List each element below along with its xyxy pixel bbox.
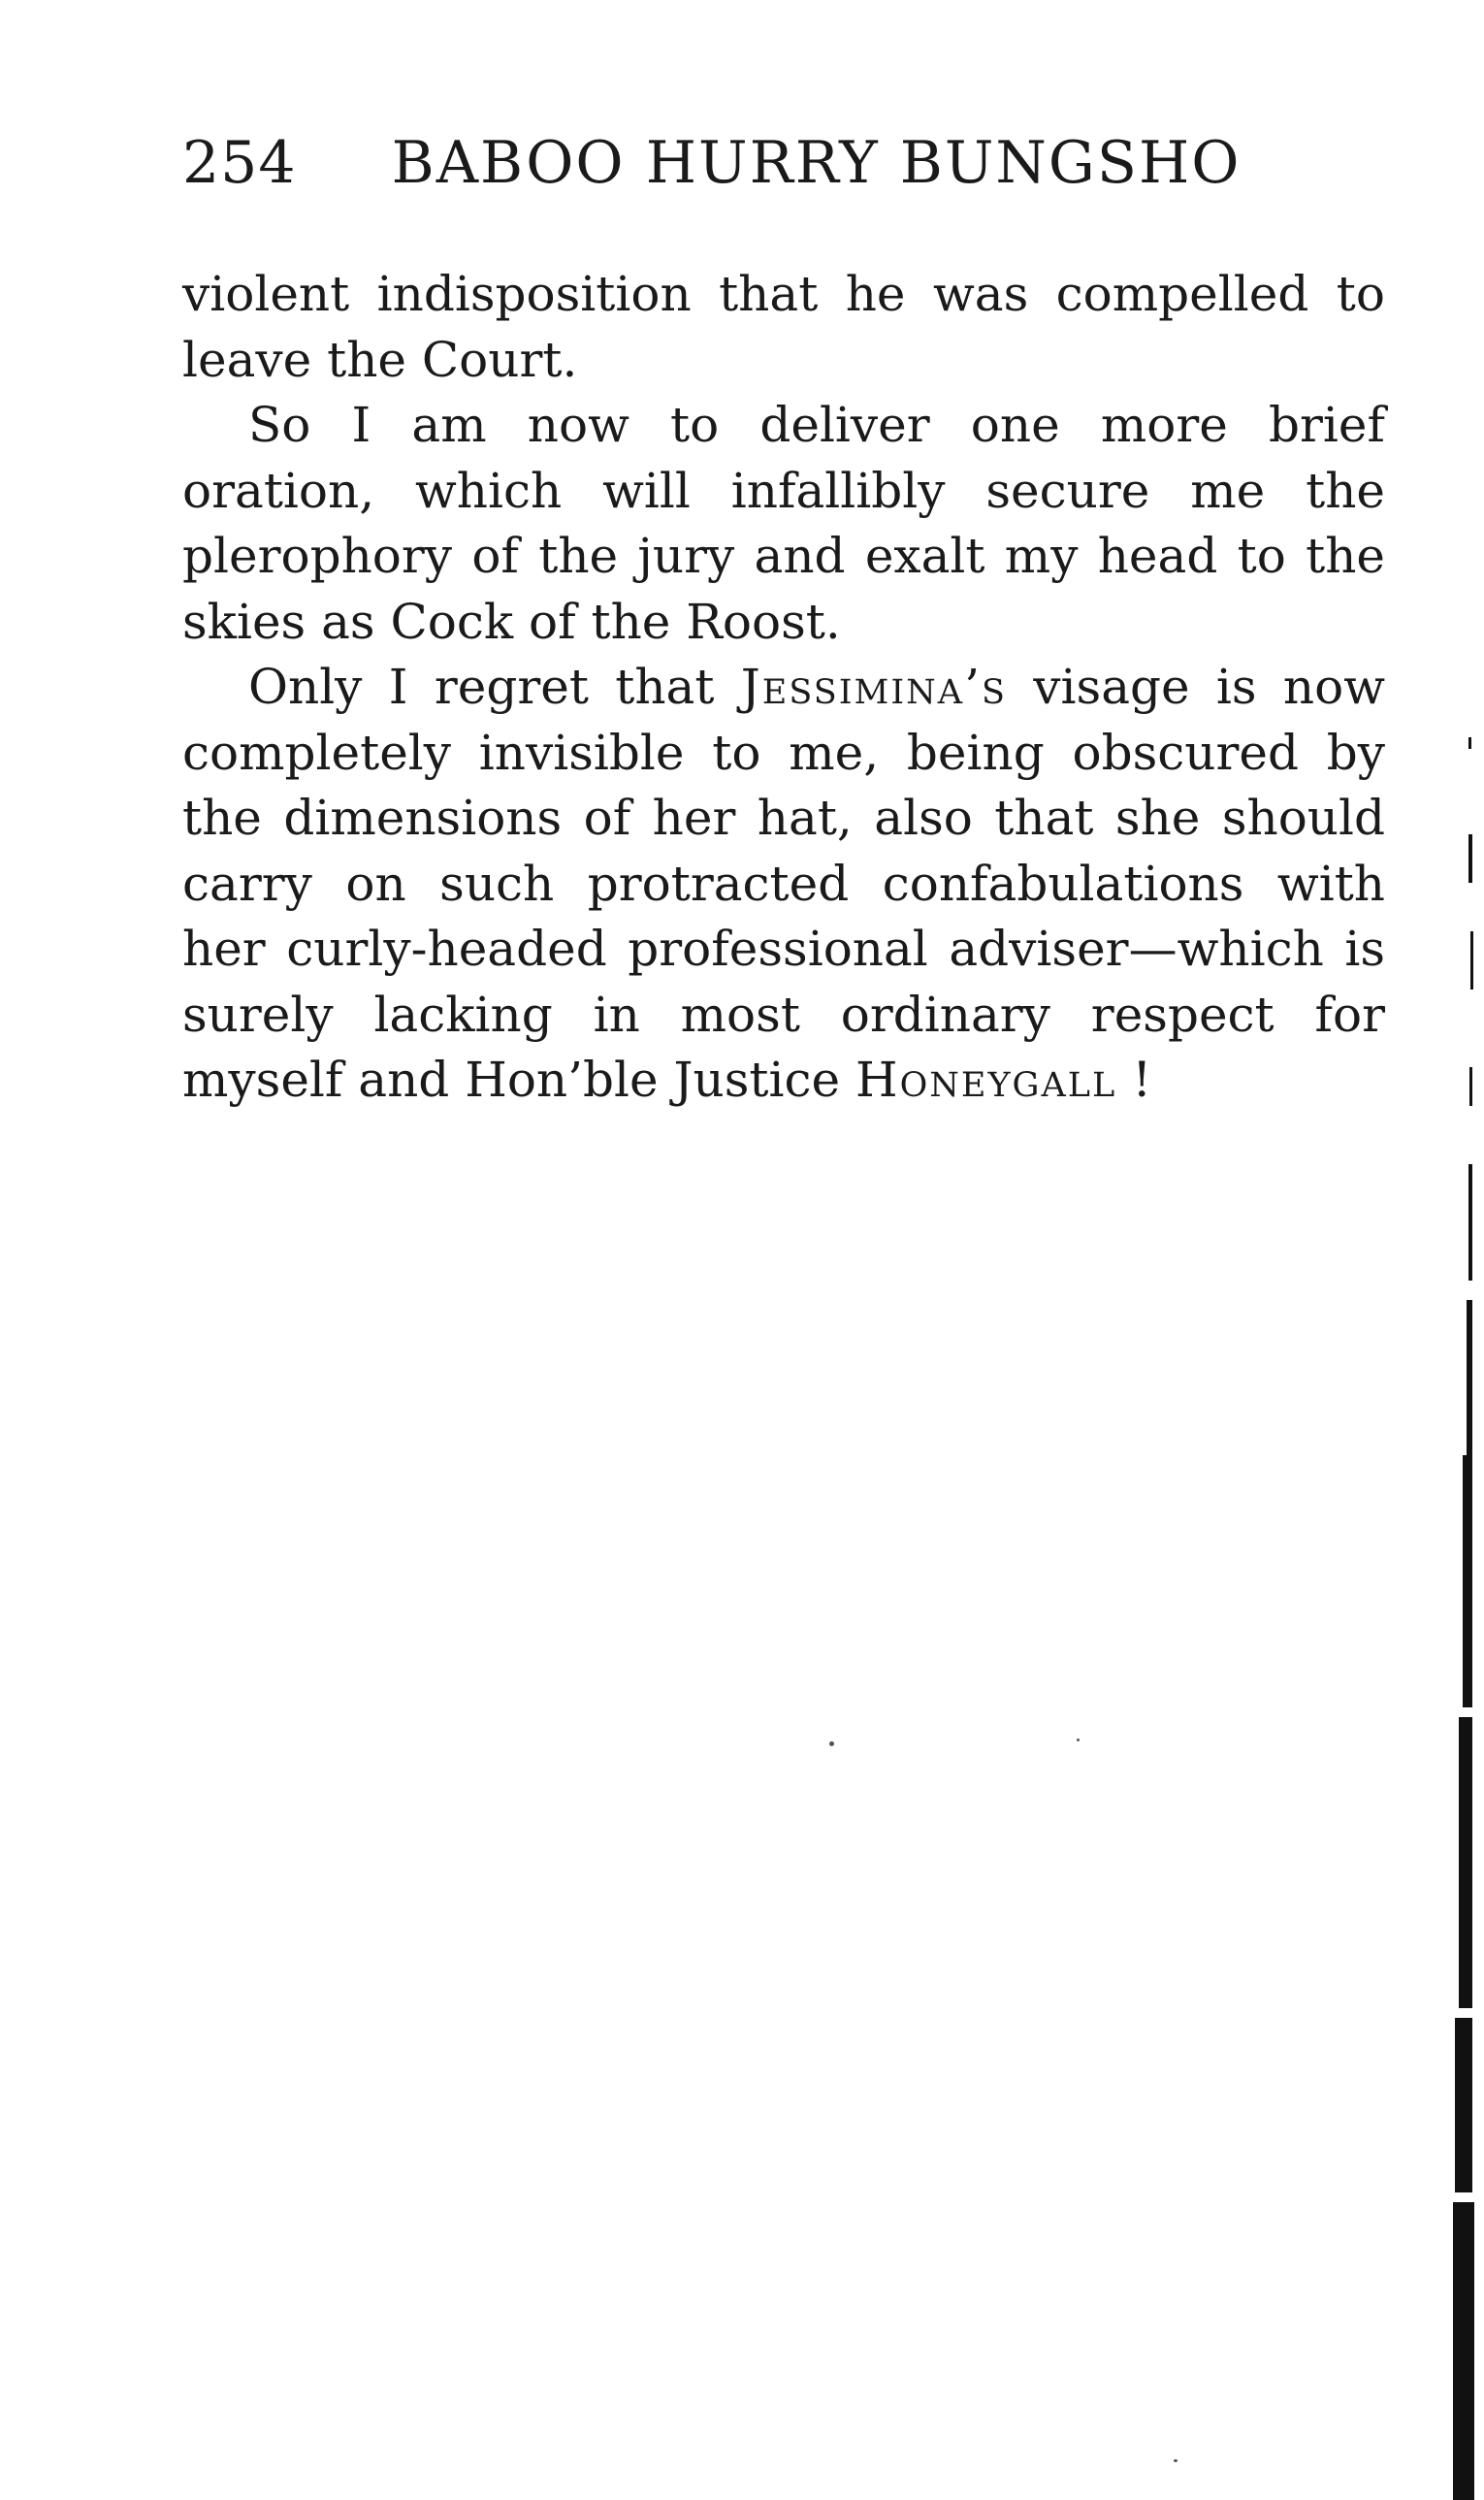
scan-edge-mark [1468, 1164, 1472, 1281]
paragraph-regret-middle: visage is now completely invisible to me, being obscured by the dimensions of her hat, also that she should carry on such protracted confabulations with her curly-headed professional adviser—which is surely lacking in most ordinary respect for myself and Hon’ble Justice [182, 659, 1385, 1108]
scan-speck [1174, 2459, 1178, 2462]
scan-edge-mark [1455, 2018, 1472, 2192]
scan-edge-mark [1470, 931, 1473, 990]
paragraph-regret [182, 655, 1385, 1114]
scan-edge-mark [1453, 2202, 1474, 2500]
scan-edge-mark [1467, 1300, 1472, 1455]
scan-edge-mark [1468, 737, 1471, 749]
name-honeygall: Honeygall [855, 1052, 1117, 1108]
running-header [182, 124, 1385, 202]
scan-speck [1077, 1738, 1080, 1741]
scan-edge-mark [1469, 1067, 1472, 1106]
paragraph-regret-start: Only I regret that [248, 659, 741, 715]
body-text [182, 262, 1385, 1114]
paragraph-oration: So I am now to deliver one more brief oration, which will infallibly secure me the plerophory of the jury and exalt my head to the skies as Cock of the Roost. [182, 397, 1385, 650]
paragraph-regret-end: ! [1132, 1052, 1152, 1108]
page-number: 254 [182, 129, 297, 197]
name-jessimina: Jessimina’s [740, 659, 1007, 715]
paragraph-continued: violent indisposition that he was compelled to leave the Court. [182, 266, 1385, 388]
scan-edge-mark [1463, 1455, 1472, 1707]
scan-speck [829, 1741, 834, 1746]
scan-edge-mark [1459, 1717, 1472, 2008]
scan-edge-mark [1468, 834, 1472, 883]
running-title: BABOO HURRY BUNGSHO [391, 129, 1242, 197]
